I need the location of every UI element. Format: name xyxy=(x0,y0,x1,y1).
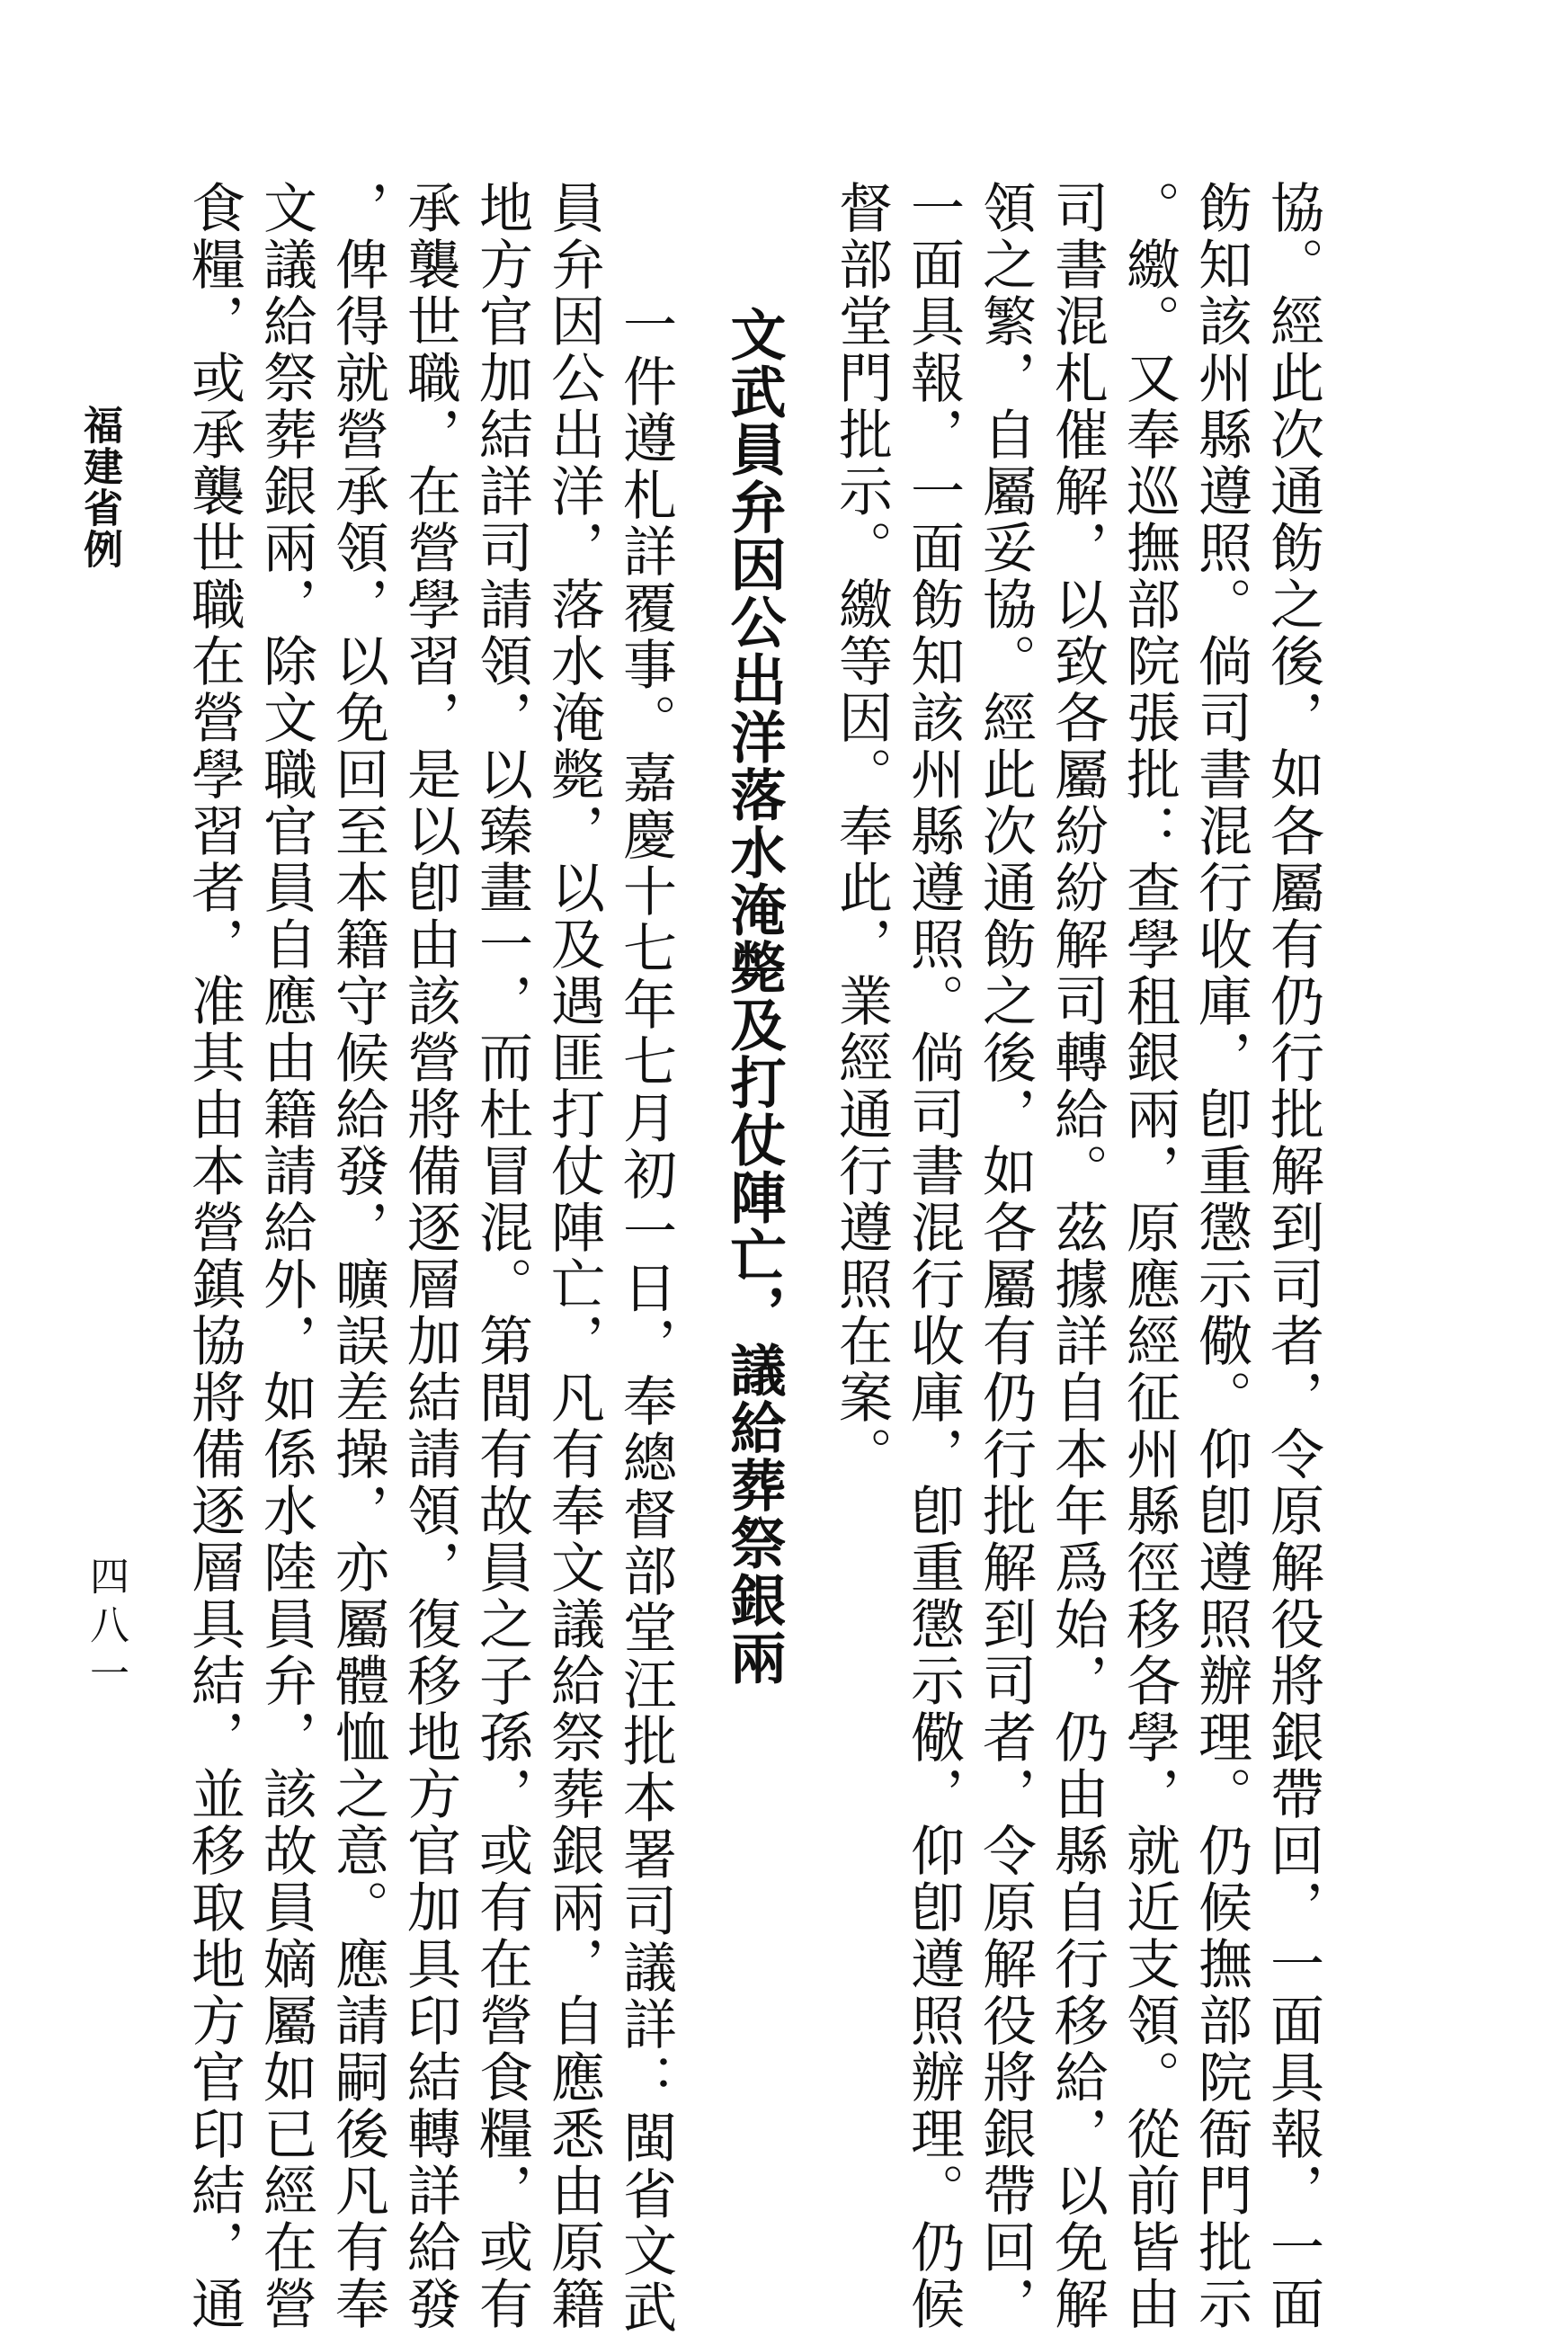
text-column: 一件遵札詳覆事。嘉慶十七年七月初一日，奉總督部堂汪批本署司議詳：閩省文武 xyxy=(614,297,677,2336)
text-column: 司書混札催解，以致各屬紛紛解司轉給。茲據詳自本年爲始，仍由縣自行移給，以免解 xyxy=(1046,180,1109,2332)
text-column: 飭知該州縣遵照。倘司書混行收庫，卽重懲示儆。仰卽遵照辦理。仍候撫部院衙門批示 xyxy=(1189,180,1252,2332)
text-column: 食糧，或承襲世職在營學習者，准其由本營鎮協將備逐層具結，並移取地方官印結，通 xyxy=(183,180,245,2332)
text-column: 員弁因公出洋，落水淹斃，以及遇匪打仗陣亡，凡有奉文議給祭葬銀兩，自應悉由原籍 xyxy=(542,180,605,2332)
page-number: 四八一 xyxy=(83,1556,129,1701)
section-heading: 文武員弁因公出洋落水淹斃及打仗陣亡，議給葬祭銀兩 xyxy=(721,306,787,1687)
text-column: 文議給祭葬銀兩，除文職官員自應由籍請給外，如係水陸員弁，該故員嫡屬如已經在營 xyxy=(254,180,317,2332)
text-column: 地方官加結詳司請領，以臻畫一，而杜冒混。第間有故員之子孫，或有在營食糧，或有 xyxy=(470,180,533,2332)
text-column: 一面具報，一面飭知該州縣遵照。倘司書混行收庫，卽重懲示儆，仰卽遵照辦理。仍候 xyxy=(902,180,965,2332)
text-column: 督部堂門批示。繳等因。奉此，業經通行遵照在案。 xyxy=(830,180,893,1483)
text-column: 承襲世職，在營學習，是以卽由該營將備逐層加結請領，復移地方官加具印結轉詳給發 xyxy=(398,180,461,2332)
running-title: 福建省例 xyxy=(76,405,122,570)
text-column: 協。經此次通飭之後，如各屬有仍行批解到司者，令原解役將銀帶回，一面具報，一面 xyxy=(1261,180,1324,2332)
text-column: 。繳。又奉巡撫部院張批：查學租銀兩，原應經征州縣徑移各學，就近支領。從前皆由 xyxy=(1118,180,1180,2332)
text-column: 領之繁，自屬妥協。經此次通飭之後，如各屬有仍行批解到司者，令原解役將銀帶回， xyxy=(974,180,1037,2332)
text-column: ，俾得就營承領，以免回至本籍守候給發，曠誤差操，亦屬體恤之意。應請嗣後凡有奉 xyxy=(326,180,389,2332)
